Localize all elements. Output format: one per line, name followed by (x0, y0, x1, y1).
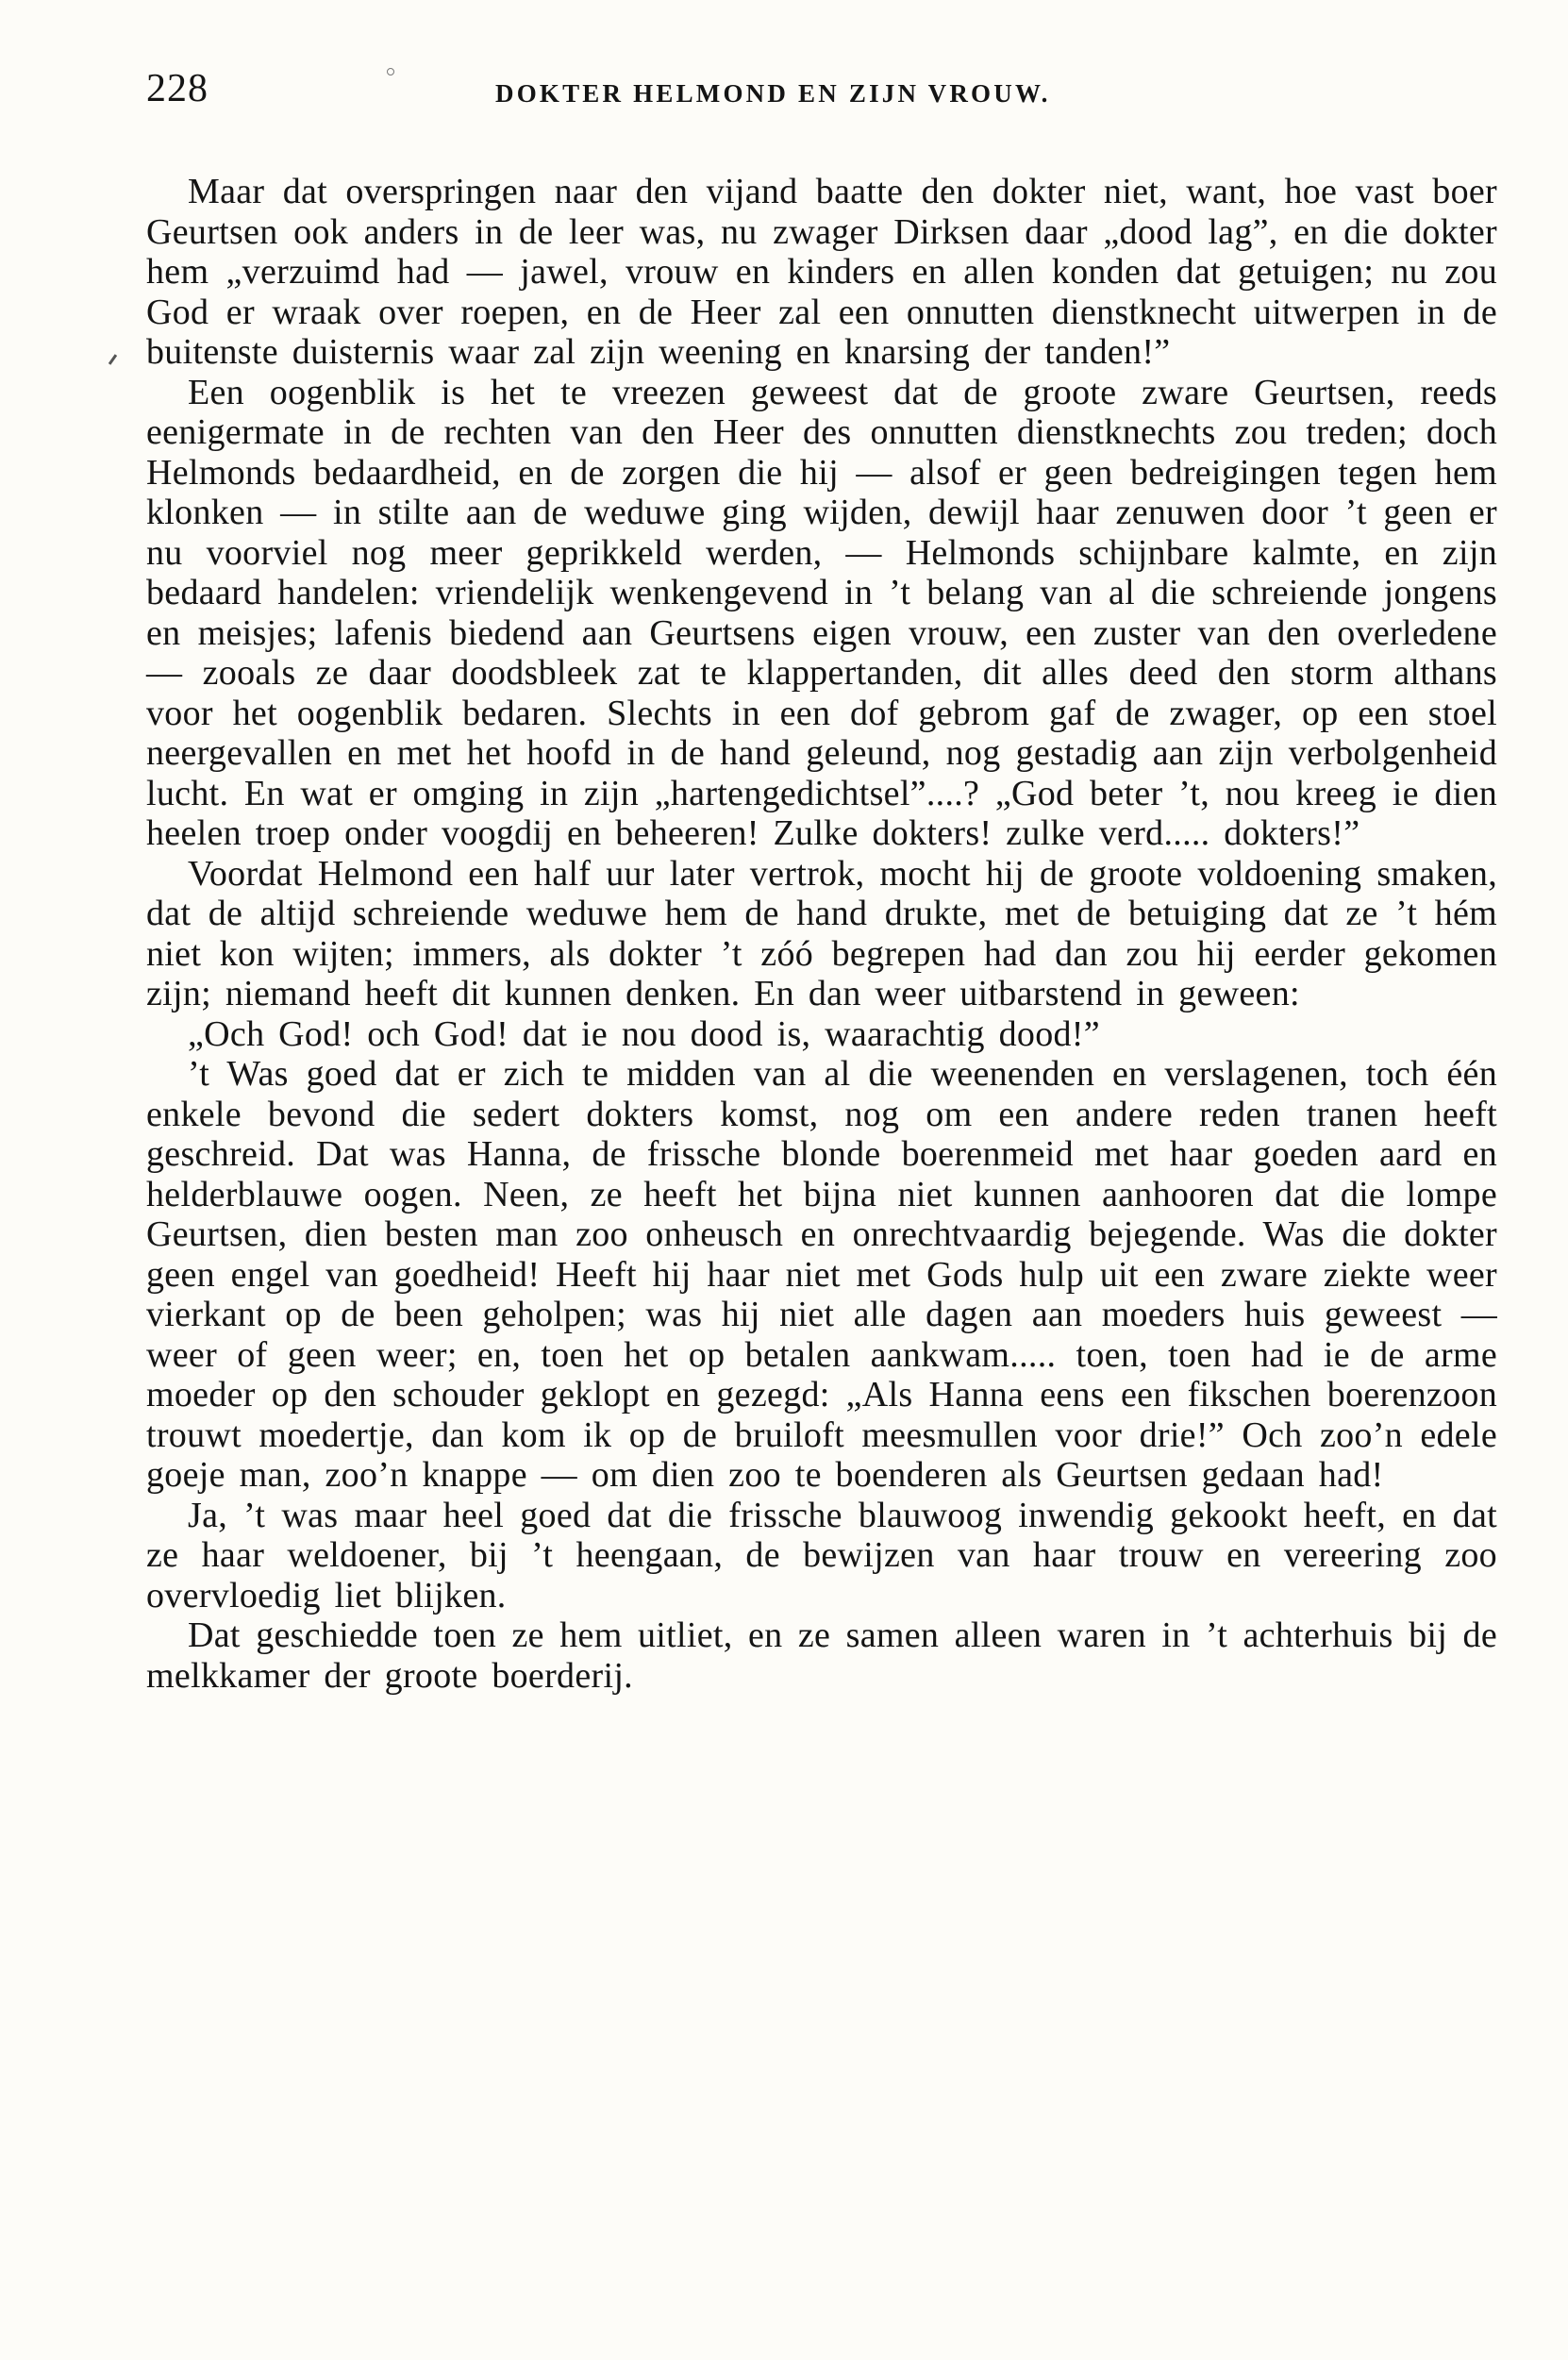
body-text (146, 172, 1497, 1696)
running-head (146, 59, 1491, 115)
paragraph: Maar dat overspringen naar den vijand baatte den dokter niet, want, hoe vast boer Geurtsen ook anders in de leer was, nu zwager Dirksen daar „dood lag”, en die dokter hem „verzuimd had — jawel, vrouw en kinders en allen konden dat getuigen; nu zou God er wraak over roepen, en de Heer zal een onnutten dienstknecht uitwerpen in de buitenste duisternis waar zal zijn weening en knarsing der tanden!” (146, 172, 1497, 372)
paragraph: Voordat Helmond een half uur later vertrok, mocht hij de groote voldoening smaken, dat de altijd schreiende weduwe hem de hand drukte, met de betuiging dat ze ’t hém niet kon wijten; immers, als dokter ’t zóó begrepen had dan zou hij eerder gekomen zijn; niemand heeft dit kunnen denken. En dan weer uitbarstend in geween: (146, 853, 1497, 1013)
margin-mark (108, 354, 117, 365)
page-number: 228 (146, 67, 209, 110)
paragraph: Dat geschiedde toen ze hem uitliet, en ze samen alleen waren in ’t achterhuis bij de melkkamer der groote boerderij. (146, 1615, 1497, 1696)
paragraph: Een oogenblik is het te vreezen geweest dat de groote zware Geurtsen, reeds eenigermate in de rechten van den Heer des onnutten dienstknechts zou treden; doch Helmonds bedaardheid, en de zorgen die hij — alsof er geen bedreigingen tegen hem klonken — in stilte aan de weduwe ging wijden, dewijl haar zenuwen door ’t geen er nu voorviel nog meer geprikkeld werden, — Helmonds schijnbare kalmte, en zijn bedaard handelen: vriendelijk wenkengevend in ’t belang van al die schreiende jongens en meisjes; lafenis biedend aan Geurtsens eigen vrouw, een zuster van den overledene — zooals ze daar doodsbleek zat te klappertanden, dit alles deed den storm althans voor het oogenblik bedaren. Slechts in een dof gebrom gaf de zwager, op een stoel neergevallen en met het hoofd in de hand geleund, nog gestadig aan zijn verbolgenheid lucht. En wat er omging in zijn „hartengedichtsel”....? „God beter ’t, nou kreeg ie dien heelen troep onder voogdij en beheeren! Zulke dokters! zulke verd..... dokters!” (146, 372, 1497, 853)
paragraph: ’t Was goed dat er zich te midden van al die weenenden en verslagenen, toch één enkele bevond die sedert dokters komst, nog om een andere reden tranen heeft geschreid. Dat was Hanna, de frissche blonde boerenmeid met haar goeden aard en helderblauwe oogen. Neen, ze heeft het bijna niet kunnen aanhooren dat die lompe Geurtsen, dien besten man zoo onheusch en onrechtvaardig bejegende. Was die dokter geen engel van goedheid! Heeft hij haar niet met Gods hulp uit een zware ziekte weer vierkant op de been geholpen; was hij niet alle dagen aan moeders huis geweest — weer of geen weer; en, toen het op betalen aankwam..... toen, toen had ie de arme moeder op den schouder geklopt en gezegd: „Als Hanna eens een fikschen boerenzoon trouwt moedertje, dan kom ik op de bruiloft meesmullen voor drie!” Och zoo’n edele goeje man, zoo’n knappe — om dien zoo te boenderen als Geurtsen gedaan had! (146, 1054, 1497, 1495)
paragraph: Ja, ’t was maar heel goed dat die frissche blauwoog inwendig gekookt heeft, en dat ze haar weldoener, bij ’t heengaan, de bewijzen van haar trouw en vereering zoo overvloedig liet blijken. (146, 1495, 1497, 1615)
paragraph: „Och God! och God! dat ie nou dood is, waarachtig dood!” (188, 1013, 1100, 1054)
running-title: DOKTER HELMOND EN ZIJN VROUW. (495, 79, 1051, 108)
